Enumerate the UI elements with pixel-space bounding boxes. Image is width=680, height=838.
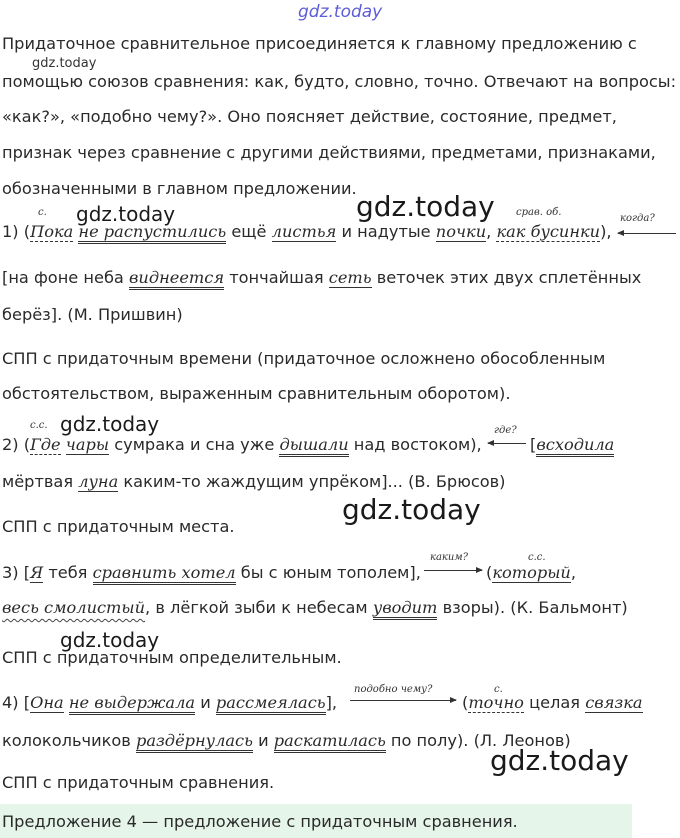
subject: Я: [30, 563, 44, 582]
text: и: [200, 693, 211, 712]
arrow-right-icon: [350, 700, 456, 701]
text: (: [486, 563, 493, 582]
text: [: [530, 435, 537, 454]
intro-line: обозначенными в главном предложении.: [2, 179, 357, 198]
example-sentence-4-cont: [2, 731, 571, 750]
conjunction: точно: [468, 693, 524, 712]
analysis-text: СПП с придаточным сравнения.: [2, 773, 275, 792]
conjunction: Пока: [30, 222, 74, 241]
arrow-right-icon: [424, 570, 482, 571]
example-sentence-1: [2, 222, 612, 241]
comparative-marker: срав. об.: [516, 207, 562, 218]
text: над востоком),: [353, 435, 482, 454]
question-label: когда?: [620, 213, 655, 224]
subordinate-clause-start: [486, 563, 576, 582]
clause-marker: с.: [494, 684, 503, 695]
example-sentence-3-cont: [2, 598, 628, 617]
conjunction-word: который: [492, 563, 571, 582]
text: целая: [529, 693, 581, 712]
watermark: gdz.today: [490, 744, 629, 777]
subject: сеть: [328, 268, 372, 287]
text: мёртвая: [2, 472, 74, 491]
predicate: не выдержала: [69, 693, 195, 715]
example-sentence-3: [2, 563, 421, 582]
text: [на фоне неба: [2, 268, 124, 287]
definition: весь смолистый: [2, 598, 146, 617]
sentence-number: 1) (: [2, 222, 31, 241]
text: взоры). (К. Бальмонт): [442, 598, 628, 617]
predicate: рассмеялась: [216, 693, 326, 715]
intro-line: признак через сравнение с другими действиями, предметами, признаками,: [2, 143, 656, 162]
example-sentence-2: [2, 435, 482, 454]
intro-line: помощью союзов сравнения: как, будто, словно, точно. Отвечают на вопросы:: [2, 72, 677, 91]
predicate: не распустились: [78, 222, 226, 244]
question-label: подобно чему?: [354, 684, 433, 695]
arrow-left-icon: [488, 443, 526, 444]
example-sentence-4: [2, 693, 337, 712]
watermark: gdz.today: [76, 202, 176, 226]
question-label: где?: [494, 425, 517, 436]
text: ,: [486, 222, 492, 241]
example-sentence-1-cont: [2, 268, 641, 287]
text: и: [258, 731, 269, 750]
sentence-number: 4) [: [2, 693, 31, 712]
watermark: gdz.today: [298, 2, 383, 22]
analysis-text: СПП с придаточным места.: [2, 517, 235, 536]
subject: Она: [30, 693, 64, 712]
text: бы с юным тополем],: [240, 563, 421, 582]
watermark: gdz.today: [356, 190, 495, 223]
comparative-phrase: как бусинки: [496, 222, 601, 241]
subject: связка: [585, 693, 643, 712]
predicate: сравнить хотел: [93, 563, 236, 585]
predicate: всходила: [536, 435, 614, 457]
subject: почки: [435, 222, 487, 241]
clause-marker: с.с.: [528, 552, 546, 563]
intro-line: «как?», «подобно чему?». Оно поясняет действие, состояние, предмет,: [2, 107, 617, 126]
text: ],: [325, 693, 338, 712]
example-sentence-2-cont: [2, 472, 505, 491]
predicate: уводит: [373, 598, 438, 620]
text: ,: [570, 563, 576, 582]
text: (: [462, 693, 469, 712]
text: тончайшая: [229, 268, 324, 287]
text: сумрака и сна уже: [114, 435, 275, 454]
sentence-number: 2) (: [2, 435, 31, 454]
subject: луна: [78, 472, 119, 491]
answer-box: [0, 804, 632, 838]
subject: листья: [271, 222, 337, 241]
subject: чары: [65, 435, 110, 454]
analysis-text: СПП с придаточным времени (придаточное осложнено обособленным: [2, 349, 606, 368]
predicate: раскатилась: [274, 731, 386, 753]
predicate: дышали: [279, 435, 348, 457]
text: , в лёгкой зыби к небесам: [145, 598, 368, 617]
main-clause-start: [530, 435, 614, 454]
watermark: gdz.today: [60, 628, 160, 652]
watermark: gdz.today: [342, 493, 481, 526]
predicate: раздёрнулась: [136, 731, 253, 753]
conjunction-word: Где: [30, 435, 61, 454]
predicate: виднеется: [129, 268, 224, 290]
arrow-left-icon: [618, 233, 676, 234]
text: по полу). (Л. Леонов): [390, 731, 571, 750]
answer-text: Предложение 4 — предложение с придаточным сравнения.: [2, 812, 518, 831]
clause-marker: с.: [38, 207, 47, 218]
question-label: каким?: [430, 552, 468, 563]
text: ),: [600, 222, 612, 241]
text: каким-то жаждущим упрёком]... (В. Брюсов): [123, 472, 506, 491]
text: ещё: [231, 222, 267, 241]
analysis-text: обстоятельством, выраженным сравнительным оборотом).: [2, 384, 511, 403]
intro-line: Придаточное сравнительное присоединяется к главному предложению с: [2, 34, 637, 53]
clause-marker: с.с.: [30, 420, 48, 431]
sentence-number: 3) [: [2, 563, 31, 582]
subordinate-clause-start: [462, 693, 643, 712]
text: тебя: [48, 563, 88, 582]
text: и надутые: [341, 222, 431, 241]
analysis-text: СПП с придаточным определительным.: [2, 648, 342, 667]
example-sentence-1-source: берёз]. (М. Пришвин): [2, 305, 183, 324]
text: веточек этих двух сплетённых: [376, 268, 642, 287]
text: колокольчиков: [2, 731, 131, 750]
watermark: gdz.today: [32, 56, 97, 71]
watermark: gdz.today: [60, 412, 160, 436]
